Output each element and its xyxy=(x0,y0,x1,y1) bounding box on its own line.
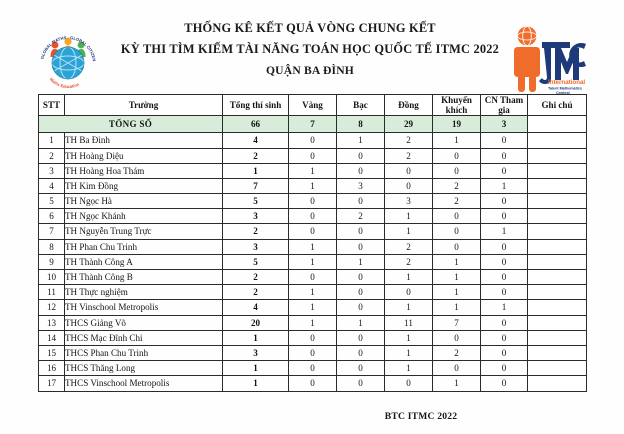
row-cell-stt: 10 xyxy=(39,270,65,285)
page-subtitle-district: QUẬN BA ĐÌNH xyxy=(265,64,355,77)
row-cell-truong: TH Hoàng Diệu xyxy=(65,148,223,163)
row-cell-dong: 0 xyxy=(385,178,433,193)
table-row xyxy=(39,254,587,269)
total-tong-thi-sinh: 66 xyxy=(223,116,289,133)
row-cell-bac: 0 xyxy=(337,345,385,360)
row-cell-ghi-chu xyxy=(528,194,587,209)
row-cell-ghi-chu xyxy=(528,270,587,285)
global-maths-logo xyxy=(33,24,103,90)
row-cell-cn-tham-gia: 0 xyxy=(481,345,528,360)
table-row xyxy=(39,376,587,391)
row-cell-ghi-chu xyxy=(528,209,587,224)
column-header-dong: Đồng xyxy=(385,95,433,116)
row-cell-ghi-chu xyxy=(528,361,587,376)
row-cell-truong: TH Phan Chu Trinh xyxy=(65,239,223,254)
column-header-khuyen-khich: Khuyến khích xyxy=(433,95,481,116)
row-cell-ghi-chu xyxy=(528,224,587,239)
row-cell-khuyen-khich: 2 xyxy=(433,194,481,209)
row-cell-cn-tham-gia: 0 xyxy=(481,361,528,376)
row-cell-vang: 1 xyxy=(289,285,337,300)
row-cell-bac: 1 xyxy=(337,133,385,148)
row-cell-vang: 1 xyxy=(289,239,337,254)
row-cell-tong-thi-sinh: 4 xyxy=(223,300,289,315)
row-cell-khuyen-khich: 1 xyxy=(433,133,481,148)
row-cell-dong: 2 xyxy=(385,239,433,254)
page-title-line-2: KỲ THI TÌM KIẾM TÀI NĂNG TOÁN HỌC QUỐC TẾ ITMC 2022 xyxy=(120,42,500,56)
row-cell-vang: 0 xyxy=(289,361,337,376)
row-cell-bac: 0 xyxy=(337,148,385,163)
row-cell-ghi-chu xyxy=(528,133,587,148)
total-row-label: TỔNG SỐ xyxy=(39,116,223,133)
row-cell-bac: 1 xyxy=(337,315,385,330)
row-cell-stt: 9 xyxy=(39,254,65,269)
row-cell-ghi-chu xyxy=(528,254,587,269)
row-cell-cn-tham-gia: 1 xyxy=(481,300,528,315)
row-cell-stt: 1 xyxy=(39,133,65,148)
total-ghi-chu xyxy=(528,116,587,133)
row-cell-vang: 0 xyxy=(289,209,337,224)
row-cell-vang: 0 xyxy=(289,345,337,360)
row-cell-tong-thi-sinh: 3 xyxy=(223,345,289,360)
row-cell-truong: TH Thực nghiệm xyxy=(65,285,223,300)
document-footer xyxy=(0,406,624,424)
row-cell-cn-tham-gia: 0 xyxy=(481,376,528,391)
results-table xyxy=(38,94,587,392)
row-cell-cn-tham-gia: 0 xyxy=(481,133,528,148)
svg-text:GLOBAL MATHS - GLOBAL CITIZEN: GLOBAL MATHS - GLOBAL CITIZEN xyxy=(39,35,97,62)
row-cell-khuyen-khich: 7 xyxy=(433,315,481,330)
row-cell-stt: 11 xyxy=(39,285,65,300)
column-header-stt: STT xyxy=(39,95,65,116)
row-cell-vang: 0 xyxy=(289,224,337,239)
row-cell-dong: 1 xyxy=(385,209,433,224)
row-cell-khuyen-khich: 2 xyxy=(433,345,481,360)
row-cell-stt: 12 xyxy=(39,300,65,315)
row-cell-tong-thi-sinh: 4 xyxy=(223,133,289,148)
itmc-logo xyxy=(500,18,592,98)
table-row xyxy=(39,361,587,376)
row-cell-tong-thi-sinh: 5 xyxy=(223,254,289,269)
column-header-bac: Bạc xyxy=(337,95,385,116)
row-cell-ghi-chu xyxy=(528,239,587,254)
row-cell-bac: 0 xyxy=(337,376,385,391)
row-cell-tong-thi-sinh: 2 xyxy=(223,148,289,163)
table-row xyxy=(39,315,587,330)
row-cell-vang: 0 xyxy=(289,133,337,148)
row-cell-cn-tham-gia: 0 xyxy=(481,148,528,163)
table-row xyxy=(39,148,587,163)
row-cell-tong-thi-sinh: 3 xyxy=(223,239,289,254)
column-header-truong: Trường xyxy=(65,95,223,116)
total-bac: 8 xyxy=(337,116,385,133)
row-cell-truong: THCS Giảng Võ xyxy=(65,315,223,330)
row-cell-truong: TH Ngọc Khánh xyxy=(65,209,223,224)
table-row xyxy=(39,194,587,209)
global-maths-logo-svg xyxy=(33,24,103,90)
row-cell-khuyen-khich: 0 xyxy=(433,330,481,345)
row-cell-tong-thi-sinh: 7 xyxy=(223,178,289,193)
itmc-logo-svg xyxy=(500,18,592,98)
row-cell-vang: 1 xyxy=(289,178,337,193)
table-row xyxy=(39,270,587,285)
row-cell-truong: THCS Vinschool Metropolis xyxy=(65,376,223,391)
svg-text:Talent Mathematics: Talent Mathematics xyxy=(548,86,582,91)
table-row xyxy=(39,224,587,239)
table-header xyxy=(39,95,587,116)
row-cell-cn-tham-gia: 0 xyxy=(481,163,528,178)
row-cell-bac: 3 xyxy=(337,178,385,193)
row-cell-bac: 0 xyxy=(337,361,385,376)
row-cell-tong-thi-sinh: 2 xyxy=(223,285,289,300)
table-row xyxy=(39,163,587,178)
row-cell-khuyen-khich: 0 xyxy=(433,163,481,178)
row-cell-dong: 3 xyxy=(385,194,433,209)
total-dong: 29 xyxy=(385,116,433,133)
row-cell-stt: 2 xyxy=(39,148,65,163)
row-cell-tong-thi-sinh: 2 xyxy=(223,270,289,285)
row-cell-cn-tham-gia: 1 xyxy=(481,178,528,193)
row-cell-dong: 1 xyxy=(385,224,433,239)
row-cell-ghi-chu xyxy=(528,148,587,163)
row-cell-dong: 2 xyxy=(385,133,433,148)
row-cell-dong: 2 xyxy=(385,254,433,269)
column-header-tong-thi-sinh: Tổng thí sinh xyxy=(223,95,289,116)
row-cell-stt: 16 xyxy=(39,361,65,376)
row-cell-vang: 1 xyxy=(289,254,337,269)
row-cell-cn-tham-gia: 0 xyxy=(481,270,528,285)
table-row xyxy=(39,133,587,148)
row-cell-stt: 17 xyxy=(39,376,65,391)
row-cell-dong: 1 xyxy=(385,270,433,285)
row-cell-bac: 0 xyxy=(337,330,385,345)
row-cell-cn-tham-gia: 0 xyxy=(481,285,528,300)
row-cell-tong-thi-sinh: 3 xyxy=(223,209,289,224)
row-cell-truong: TH Hoàng Hoa Thám xyxy=(65,163,223,178)
row-cell-stt: 3 xyxy=(39,163,65,178)
row-cell-cn-tham-gia: 0 xyxy=(481,209,528,224)
document-header xyxy=(0,10,624,95)
table-row xyxy=(39,300,587,315)
row-cell-ghi-chu xyxy=(528,330,587,345)
table-total-row xyxy=(39,116,587,133)
row-cell-truong: THCS Phan Chu Trinh xyxy=(65,345,223,360)
row-cell-vang: 1 xyxy=(289,300,337,315)
row-cell-dong: 1 xyxy=(385,330,433,345)
row-cell-ghi-chu xyxy=(528,300,587,315)
row-cell-truong: TH Thành Công B xyxy=(65,270,223,285)
row-cell-vang: 0 xyxy=(289,330,337,345)
row-cell-ghi-chu xyxy=(528,345,587,360)
row-cell-truong: TH Thành Công A xyxy=(65,254,223,269)
row-cell-vang: 1 xyxy=(289,315,337,330)
row-cell-tong-thi-sinh: 1 xyxy=(223,376,289,391)
row-cell-truong: TH Kim Đồng xyxy=(65,178,223,193)
row-cell-cn-tham-gia: 0 xyxy=(481,315,528,330)
row-cell-dong: 1 xyxy=(385,345,433,360)
results-table-container xyxy=(38,94,586,392)
svg-text:Maths Education: Maths Education xyxy=(48,76,80,90)
row-cell-truong: THCS Thăng Long xyxy=(65,361,223,376)
row-cell-khuyen-khich: 0 xyxy=(433,361,481,376)
row-cell-stt: 4 xyxy=(39,178,65,193)
row-cell-khuyen-khich: 1 xyxy=(433,376,481,391)
row-cell-bac: 0 xyxy=(337,300,385,315)
row-cell-bac: 0 xyxy=(337,163,385,178)
row-cell-truong: TH Ngọc Hà xyxy=(65,194,223,209)
row-cell-bac: 1 xyxy=(337,254,385,269)
row-cell-tong-thi-sinh: 1 xyxy=(223,330,289,345)
row-cell-dong: 0 xyxy=(385,285,433,300)
total-cn-tham-gia: 3 xyxy=(481,116,528,133)
row-cell-bac: 0 xyxy=(337,285,385,300)
total-vang: 7 xyxy=(289,116,337,133)
row-cell-cn-tham-gia: 1 xyxy=(481,224,528,239)
row-cell-vang: 0 xyxy=(289,194,337,209)
svg-text:Contest: Contest xyxy=(556,91,570,95)
row-cell-cn-tham-gia: 0 xyxy=(481,194,528,209)
row-cell-truong: TH Vinschool Metropolis xyxy=(65,300,223,315)
row-cell-tong-thi-sinh: 1 xyxy=(223,163,289,178)
row-cell-bac: 0 xyxy=(337,224,385,239)
row-cell-dong: 2 xyxy=(385,148,433,163)
row-cell-ghi-chu xyxy=(528,315,587,330)
row-cell-khuyen-khich: 1 xyxy=(433,300,481,315)
row-cell-stt: 14 xyxy=(39,330,65,345)
row-cell-khuyen-khich: 2 xyxy=(433,178,481,193)
row-cell-truong: THCS Mạc Đĩnh Chi xyxy=(65,330,223,345)
row-cell-ghi-chu xyxy=(528,163,587,178)
row-cell-vang: 1 xyxy=(289,163,337,178)
row-cell-truong: TH Nguyễn Trung Trực xyxy=(65,224,223,239)
row-cell-dong: 1 xyxy=(385,300,433,315)
row-cell-tong-thi-sinh: 20 xyxy=(223,315,289,330)
row-cell-khuyen-khich: 0 xyxy=(433,224,481,239)
row-cell-stt: 13 xyxy=(39,315,65,330)
column-header-vang: Vàng xyxy=(289,95,337,116)
row-cell-ghi-chu xyxy=(528,376,587,391)
column-header-cn-tham-gia: CN Tham gia xyxy=(481,95,528,116)
row-cell-cn-tham-gia: 0 xyxy=(481,239,528,254)
row-cell-ghi-chu xyxy=(528,178,587,193)
row-cell-khuyen-khich: 1 xyxy=(433,254,481,269)
row-cell-cn-tham-gia: 0 xyxy=(481,254,528,269)
table-row xyxy=(39,330,587,345)
row-cell-khuyen-khich: 0 xyxy=(433,209,481,224)
row-cell-bac: 0 xyxy=(337,270,385,285)
row-cell-ghi-chu xyxy=(528,285,587,300)
row-cell-stt: 7 xyxy=(39,224,65,239)
table-row xyxy=(39,178,587,193)
row-cell-dong: 0 xyxy=(385,163,433,178)
row-cell-khuyen-khich: 1 xyxy=(433,270,481,285)
total-khuyen-khich: 19 xyxy=(433,116,481,133)
table-row xyxy=(39,285,587,300)
row-cell-cn-tham-gia: 0 xyxy=(481,330,528,345)
table-header-row xyxy=(39,95,587,116)
row-cell-bac: 0 xyxy=(337,239,385,254)
row-cell-stt: 15 xyxy=(39,345,65,360)
column-header-ghi-chu: Ghi chú xyxy=(528,95,587,116)
row-cell-vang: 0 xyxy=(289,148,337,163)
row-cell-stt: 5 xyxy=(39,194,65,209)
row-cell-tong-thi-sinh: 5 xyxy=(223,194,289,209)
table-body xyxy=(39,116,587,391)
row-cell-vang: 0 xyxy=(289,376,337,391)
row-cell-stt: 6 xyxy=(39,209,65,224)
row-cell-tong-thi-sinh: 2 xyxy=(223,224,289,239)
row-cell-dong: 11 xyxy=(385,315,433,330)
row-cell-vang: 0 xyxy=(289,270,337,285)
page-title-line-1: THỐNG KÊ KẾT QUẢ VÒNG CHUNG KẾT xyxy=(184,21,436,35)
table-row xyxy=(39,345,587,360)
row-cell-bac: 2 xyxy=(337,209,385,224)
table-row xyxy=(39,209,587,224)
row-cell-dong: 0 xyxy=(385,376,433,391)
row-cell-bac: 0 xyxy=(337,194,385,209)
row-cell-khuyen-khich: 0 xyxy=(433,148,481,163)
row-cell-dong: 1 xyxy=(385,361,433,376)
footer-organizer: BTC ITMC 2022 xyxy=(384,411,458,422)
row-cell-stt: 8 xyxy=(39,239,65,254)
title-block xyxy=(110,18,510,81)
itmc-logo-wordmark: International xyxy=(548,79,586,86)
row-cell-truong: TH Ba Đình xyxy=(65,133,223,148)
row-cell-tong-thi-sinh: 1 xyxy=(223,361,289,376)
row-cell-khuyen-khich: 0 xyxy=(433,239,481,254)
table-row xyxy=(39,239,587,254)
row-cell-khuyen-khich: 1 xyxy=(433,285,481,300)
